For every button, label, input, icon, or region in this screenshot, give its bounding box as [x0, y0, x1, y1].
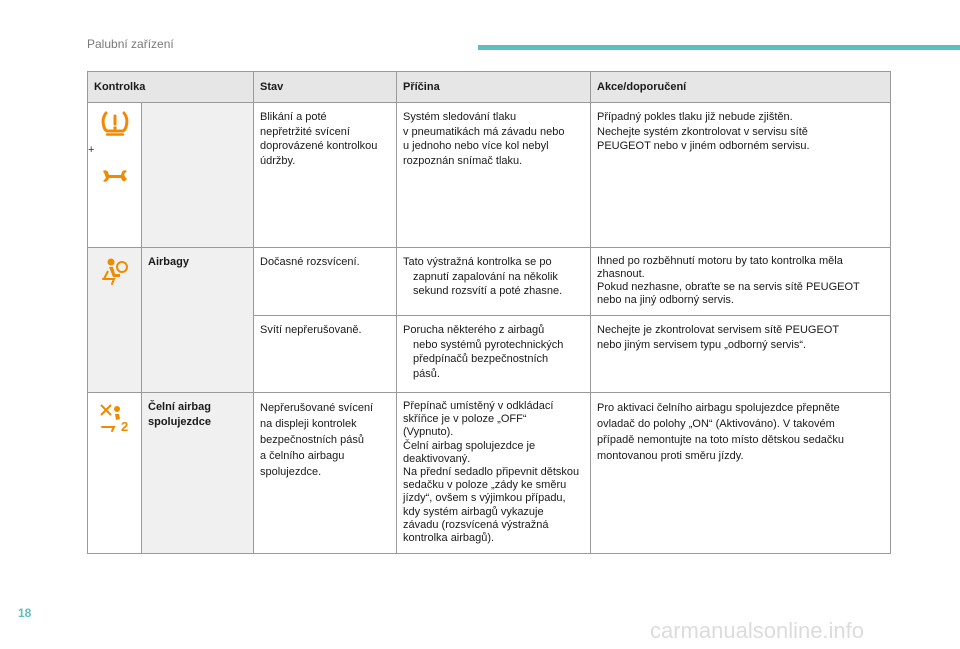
passenger-airbag-off-icon [98, 403, 132, 433]
akce-cell [591, 316, 891, 393]
text-line: Systém sledování tlaku [403, 111, 517, 123]
watermark: carmanualsonline.info [650, 618, 865, 643]
pricina-cell [397, 248, 591, 316]
text-line: a čelního airbagu [260, 450, 345, 462]
text-line: spolujezdce. [260, 466, 322, 478]
text-line: Porucha některého z airbagů [403, 324, 545, 336]
text-line: kdy systém airbagů vykazuje [403, 505, 544, 518]
kontrolka-name-cell: Airbagy [142, 248, 254, 393]
kontrolka-name-cell [142, 103, 254, 248]
text-line: spolujezdce [148, 415, 211, 428]
text-line: PEUGEOT nebo v jiném odborném servisu. [597, 140, 810, 152]
icon-cell [88, 103, 142, 248]
text-line: Ihned po rozběhnutí motoru by tato kontrolka měla [597, 255, 843, 267]
header-pricina: Příčina [397, 72, 591, 103]
text-line: Blikání a poté [260, 111, 327, 123]
text-line: sekund rozsvítí a poté zhasne. [413, 285, 563, 297]
plus-sign: + [88, 144, 95, 156]
stav-cell [254, 248, 397, 316]
pricina-cell [397, 393, 591, 554]
text-line: závadu (rozsvícená výstražná [403, 518, 549, 531]
text-line: doprovázené kontrolkou [260, 140, 378, 152]
text-line: skříňce je v poloze „OFF“ [403, 413, 527, 426]
text-line: nebo systémů pyrotechnických [413, 338, 564, 351]
text-line: Případný pokles tlaku již nebude zjištěn. [597, 111, 793, 123]
icon-cell [88, 393, 142, 554]
svg-text:2: 2 [120, 419, 128, 433]
text-line: Čelní airbag spolujezdce je [403, 439, 536, 452]
header-akce: Akce/doporučení [591, 72, 891, 103]
header-kontrolka: Kontrolka [88, 72, 254, 103]
kontrolka-name-cell [142, 393, 254, 554]
text-line: Pokud nezhasne, obraťte se na servis sítě PEUGEOT [597, 281, 860, 293]
text-line: ovladač do polohy „ON“ (Aktivováno). V takovém [597, 418, 835, 430]
text-line: (Vypnuto). [403, 426, 454, 439]
header-accent-bar [478, 45, 960, 50]
pricina-cell [397, 103, 591, 248]
pricina-cell [397, 316, 591, 393]
text-line: bezpečnostních pásů [260, 434, 364, 446]
stav-cell [254, 103, 397, 248]
text-line: Nechejte je zkontrolovat servisem sítě PEUGEOT [597, 324, 840, 336]
text-line: nepřetržité svícení [260, 125, 350, 138]
page-number: 18 [18, 606, 32, 620]
text-line: sedačku v poloze „zády ke směru [403, 479, 567, 492]
section-title: Palubní zařízení [87, 37, 174, 51]
akce-cell [591, 393, 891, 554]
stav-cell [254, 316, 397, 393]
text-line: Nepřerušované svícení [260, 402, 374, 414]
text-line: Svítí nepřerušovaně. [260, 324, 362, 336]
text-line: Pro aktivaci čelního airbagu spolujezdce přepněte [597, 402, 840, 414]
icon-cell [88, 248, 142, 393]
text-line: rozpoznán snímač tlaku. [403, 154, 523, 167]
text-line: u jednoho nebo více kol nebyl [403, 140, 549, 152]
text-line: v pneumatikách má závadu nebo [403, 125, 565, 138]
text-line: montovanou proti směru jízdy. [597, 450, 744, 462]
text-line: nebo na jiný odborný servis. [597, 294, 734, 306]
text-line: případě nemontujte na toto místo dětskou sedačku [597, 434, 845, 446]
tyre-pressure-warning-icon [100, 109, 130, 137]
text-line: Tato výstražná kontrolka se po [403, 256, 552, 268]
text-line: zhasnout. [597, 268, 645, 280]
text-line: nebo jiným servisem typu „odborný servis“. [597, 338, 807, 351]
text-line: Dočasné rozsvícení. [260, 256, 360, 268]
table-row [88, 393, 891, 554]
text-line: na displeji kontrolek [260, 418, 357, 430]
table-row [88, 248, 891, 316]
text-line: Čelní airbag [148, 401, 211, 413]
akce-cell [591, 248, 891, 316]
text-line: kontrolka airbagů). [403, 532, 495, 545]
akce-cell [591, 103, 891, 248]
service-wrench-icon [100, 168, 130, 186]
text-line: Na přední sedadlo připevnit dětskou [403, 466, 580, 479]
text-line: jízdy“, ovšem s výjimkou případu, [403, 492, 566, 505]
warning-lights-table [87, 71, 891, 554]
text-line: předpínačů bezpečnostních [413, 353, 549, 365]
airbag-warning-icon [100, 257, 130, 287]
text-line: pásů. [413, 367, 440, 380]
text-line: údržby. [260, 154, 296, 167]
table-row [88, 103, 891, 248]
table-header-row [88, 72, 891, 103]
text-line: zapnutí zapalování na několik [413, 270, 558, 283]
stav-cell [254, 393, 397, 554]
text-line: Přepínač umístěný v odkládací [403, 400, 554, 412]
text-line: deaktivovaný. [403, 452, 471, 465]
header-stav: Stav [254, 72, 397, 103]
text-line: Nechejte systém zkontrolovat v servisu sítě [597, 125, 808, 138]
